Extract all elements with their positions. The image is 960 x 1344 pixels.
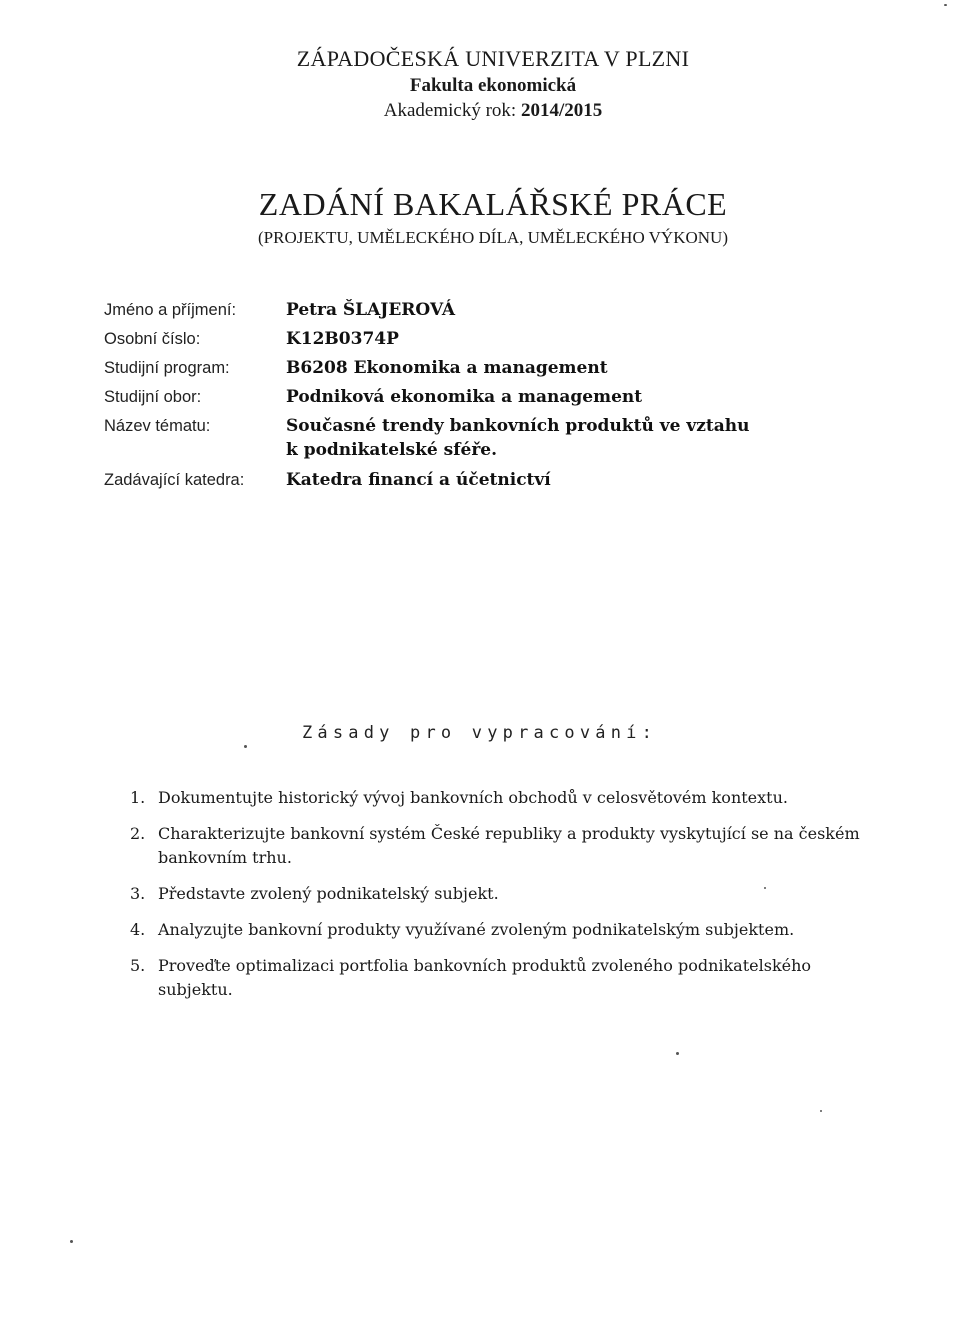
- program-label: Studijní program:: [104, 359, 230, 377]
- topic-value: [286, 412, 766, 466]
- assignment-title-block: [0, 184, 960, 252]
- program-value: B6208 Ekonomika a management: [286, 358, 608, 378]
- scan-speck: [70, 1240, 73, 1243]
- list-item-number: 1.: [130, 788, 146, 807]
- scan-speck: [820, 1110, 822, 1112]
- scan-speck: [244, 745, 247, 748]
- list-item-text: Charakterizujte bankovní systém České republiky a produkty vyskytující se na českém bankovním trhu.: [158, 824, 860, 867]
- list-item: [130, 882, 890, 906]
- list-item-text: Proveďte optimalizaci portfolia bankovních produktů zvoleného podnikatelského subjektu.: [158, 956, 812, 999]
- list-item-number: 3.: [130, 884, 146, 903]
- scan-speck: [764, 887, 766, 889]
- list-item: [130, 786, 890, 810]
- department-label: Zadávající katedra:: [104, 471, 245, 489]
- info-row-name: [104, 296, 824, 325]
- assignment-title: ZADÁNÍ BAKALÁŘSKÉ PRÁCE: [258, 186, 728, 222]
- principles-list: [130, 786, 890, 1014]
- scan-speck: [944, 4, 947, 6]
- name-value: Petra ŠLAJEROVÁ: [286, 300, 456, 320]
- id-label: Osobní číslo:: [104, 330, 201, 348]
- document-header: [0, 44, 960, 124]
- info-row-program: [104, 354, 824, 383]
- info-row-topic: [104, 412, 824, 466]
- topic-value-line-1: Současné trendy bankovních produktů ve vztahu: [286, 416, 750, 436]
- scan-speck: [676, 1052, 679, 1055]
- department-value: Katedra financí a účetnictví: [286, 470, 551, 490]
- list-item-number: 2.: [130, 824, 146, 843]
- list-item: [130, 918, 890, 942]
- topic-value-line-2: k podnikatelské sféře.: [286, 440, 498, 460]
- academic-year-value: 2014/2015: [520, 100, 603, 121]
- list-item-text: Představte zvolený podnikatelský subjekt.: [158, 884, 499, 903]
- list-item-number: 4.: [130, 920, 146, 939]
- field-value: Podniková ekonomika a management: [286, 387, 643, 407]
- list-item: [130, 822, 890, 870]
- info-row-id: [104, 325, 824, 354]
- student-info: [104, 296, 824, 495]
- principles-heading: Zásady pro vypracování:: [302, 723, 658, 743]
- assignment-subtitle: (PROJEKTU, UMĚLECKÉHO DÍLA, UMĚLECKÉHO VÝKONU): [258, 228, 728, 247]
- academic-year-label: Akademický rok:: [383, 100, 517, 121]
- field-label: Studijní obor:: [104, 388, 202, 406]
- name-label: Jméno a příjmení:: [104, 301, 237, 319]
- topic-label: Název tématu:: [104, 417, 211, 435]
- id-value: K12B0374P: [286, 329, 399, 349]
- info-row-field: [104, 383, 824, 412]
- list-item: [130, 954, 890, 1002]
- list-item-text: Analyzujte bankovní produkty využívané zvoleným podnikatelským subjektem.: [158, 920, 795, 939]
- university-name: ZÁPADOČESKÁ UNIVERZITA V PLZNI: [296, 46, 690, 71]
- info-row-department: [104, 466, 824, 495]
- faculty-name: Fakulta ekonomická: [409, 75, 577, 96]
- list-item-text: Dokumentujte historický vývoj bankovních obchodů v celosvětovém kontextu.: [158, 788, 788, 807]
- list-item-number: 5.: [130, 956, 146, 975]
- academic-year: [0, 98, 960, 124]
